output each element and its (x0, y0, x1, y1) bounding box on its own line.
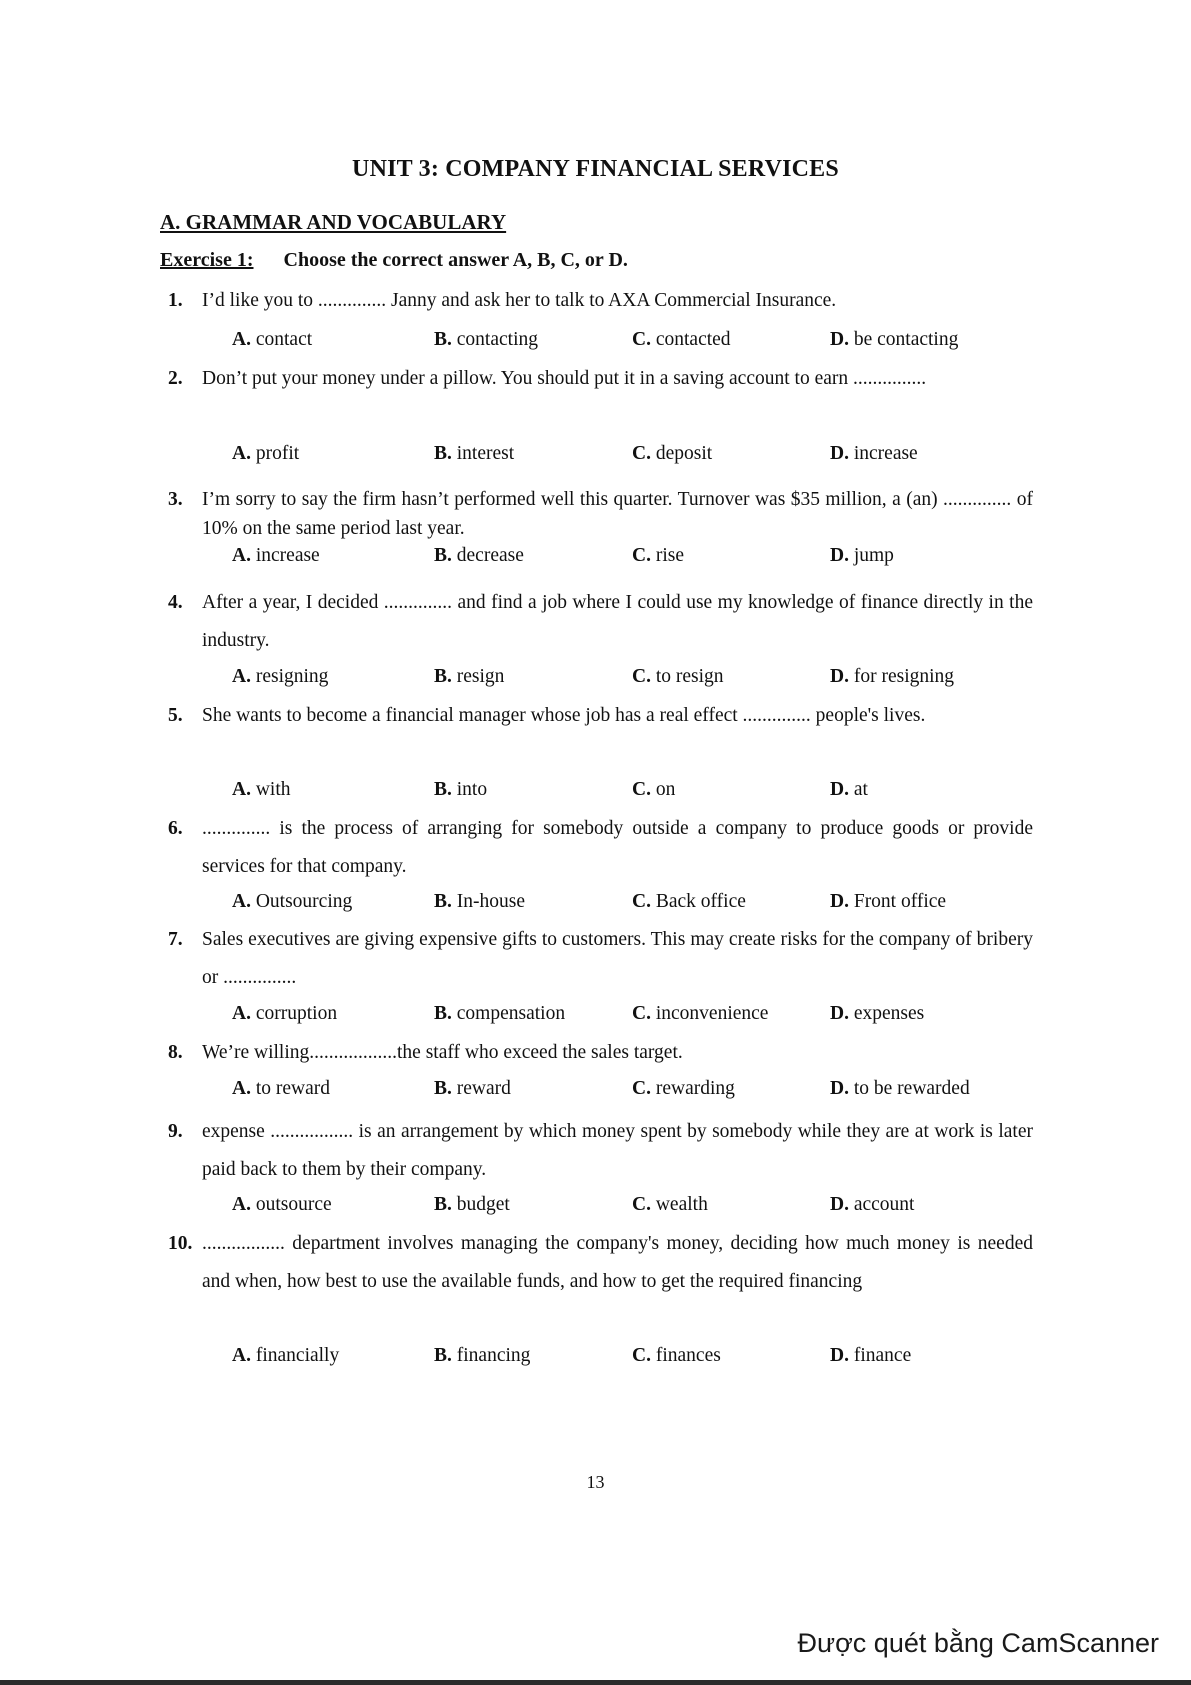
option-d: D. to be rewarded (830, 1078, 970, 1099)
question-5 (168, 697, 1033, 735)
option-b: B. compensation (434, 1003, 566, 1024)
section-heading: A. GRAMMAR AND VOCABULARY (160, 210, 507, 234)
option-a: A. contact (232, 329, 313, 350)
options-10 (232, 1345, 1032, 1375)
question-6 (168, 810, 1033, 886)
option-b: B. decrease (434, 545, 524, 566)
option-d: D. jump (830, 545, 894, 566)
option-a: A. resigning (232, 666, 329, 687)
option-b: B. reward (434, 1078, 511, 1099)
option-d: D. at (830, 779, 868, 800)
question-text: I’d like you to .............. Janny and ask her to talk to AXA Commercial Insurance. (202, 290, 837, 311)
question-text: .............. is the process of arranging for somebody outside a company to produce goods or provide services for that company. (202, 818, 1033, 877)
options-3 (232, 545, 1032, 575)
option-b: B. budget (434, 1194, 510, 1215)
question-number: 9. (168, 1121, 183, 1142)
exercise-instruction: Choose the correct answer A, B, C, or D. (283, 249, 628, 271)
option-c: C. inconvenience (632, 1003, 769, 1024)
option-c: C. deposit (632, 443, 713, 464)
option-a: A. increase (232, 545, 320, 566)
scan-edge-divider (0, 1680, 1191, 1685)
options-5 (232, 779, 1032, 809)
options-2 (232, 443, 1032, 473)
option-c: C. on (632, 779, 676, 800)
question-9 (168, 1113, 1033, 1189)
question-number: 1. (168, 290, 183, 311)
question-3 (168, 485, 1033, 543)
option-a: A. with (232, 779, 291, 800)
option-c: C. contacted (632, 329, 731, 350)
question-text: I’m sorry to say the firm hasn’t performed well this quarter. Turnover was $35 million, a (an) .............. of 10% on the same period last year. (202, 489, 1033, 539)
page-number: 13 (586, 1472, 605, 1492)
question-8 (168, 1034, 1033, 1072)
question-text: ................. department involves managing the company's money, deciding how much money is needed and when, how best to use the available funds, and how to get the required financing (202, 1233, 1033, 1292)
option-a: A. corruption (232, 1003, 338, 1024)
option-a: A. to reward (232, 1078, 331, 1099)
option-c: C. finances (632, 1345, 721, 1366)
option-b: B. into (434, 779, 488, 800)
question-text: Sales executives are giving expensive gifts to customers. This may create risks for the company of bribery or ............... (202, 929, 1033, 988)
question-2 (168, 360, 1033, 398)
question-number: 8. (168, 1042, 183, 1063)
question-number: 10. (168, 1233, 193, 1254)
option-a: A. financially (232, 1345, 340, 1366)
option-b: B. contacting (434, 329, 538, 350)
option-a: A. profit (232, 443, 300, 464)
option-c: C. wealth (632, 1194, 708, 1215)
option-a: A. Outsourcing (232, 891, 353, 912)
question-text: After a year, I decided .............. and find a job where I could use my knowledge of finance directly in the industry. (202, 592, 1033, 651)
option-c: C. Back office (632, 891, 746, 912)
options-4 (232, 666, 1032, 696)
option-d: D. finance (830, 1345, 912, 1366)
option-c: C. to resign (632, 666, 724, 687)
option-b: B. financing (434, 1345, 531, 1366)
question-text: She wants to become a financial manager whose job has a real effect .............. people's lives. (202, 705, 926, 726)
option-b: B. resign (434, 666, 505, 687)
question-number: 3. (168, 489, 183, 510)
option-d: D. expenses (830, 1003, 925, 1024)
question-number: 6. (168, 818, 183, 839)
page-title: UNIT 3: COMPANY FINANCIAL SERVICES (352, 156, 839, 182)
question-number: 2. (168, 368, 183, 389)
question-text: expense ................. is an arrangement by which money spent by somebody while they are at work is later paid back to them by their company. (202, 1121, 1033, 1180)
option-d: D. Front office (830, 891, 947, 912)
options-1 (232, 329, 1032, 359)
question-4 (168, 584, 1033, 660)
options-7 (232, 1003, 1032, 1033)
question-number: 7. (168, 929, 183, 950)
option-c: C. rewarding (632, 1078, 735, 1099)
question-1 (168, 282, 1033, 320)
options-8 (232, 1078, 1032, 1108)
options-9 (232, 1194, 1032, 1224)
question-number: 4. (168, 592, 183, 613)
question-text: We’re willing..................the staff who exceed the sales target. (202, 1042, 683, 1063)
option-d: D. be contacting (830, 329, 959, 350)
exercise-label: Exercise 1: (160, 249, 254, 271)
question-number: 5. (168, 705, 183, 726)
option-d: D. for resigning (830, 666, 955, 687)
option-d: D. increase (830, 443, 918, 464)
question-text: Don’t put your money under a pillow. You should put it in a saving account to earn ............... (202, 368, 927, 389)
option-b: B. interest (434, 443, 515, 464)
question-7 (168, 921, 1033, 997)
question-10 (168, 1225, 1033, 1301)
option-b: B. In-house (434, 891, 525, 912)
scanner-watermark: Được quét bằng CamScanner (797, 1628, 1159, 1658)
option-c: C. rise (632, 545, 684, 566)
option-a: A. outsource (232, 1194, 332, 1215)
exercise-heading (160, 249, 628, 272)
options-6 (232, 891, 1032, 921)
option-d: D. account (830, 1194, 915, 1215)
